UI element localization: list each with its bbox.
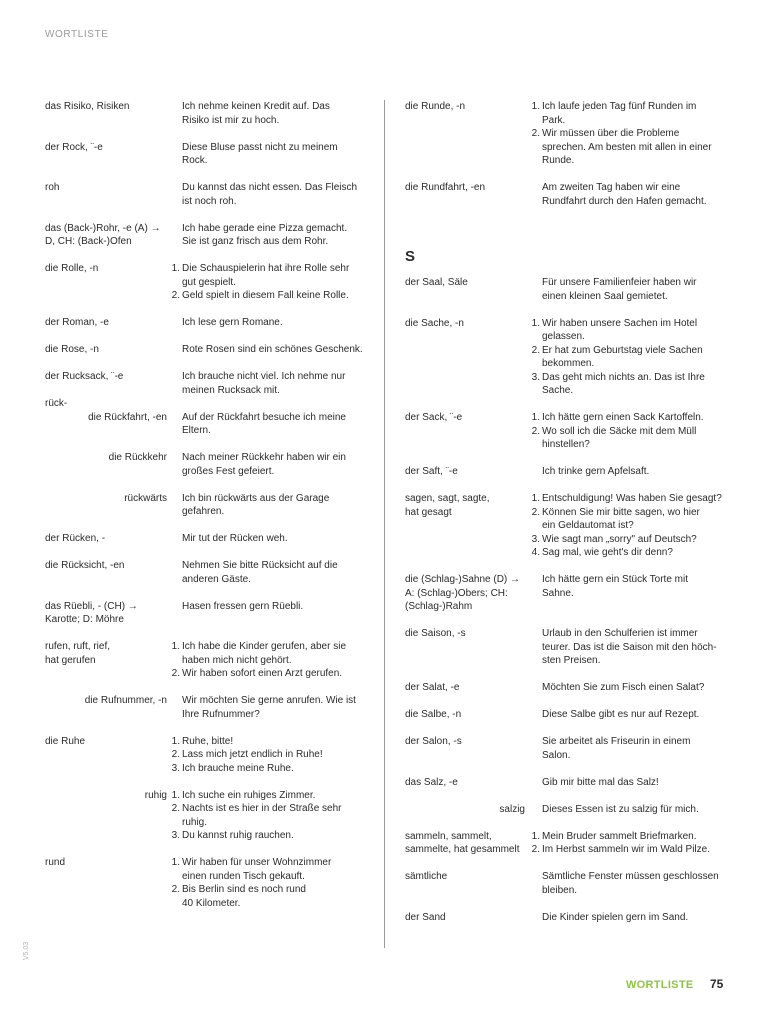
- word-entry: [405, 627, 735, 668]
- entry-term: sämtliche: [405, 871, 448, 882]
- example-text: Nach meiner Rückkehr haben wir ein großes Fest gefeiert.: [182, 452, 346, 477]
- example-number: 3.: [171, 830, 180, 841]
- example-line: [542, 870, 735, 897]
- example-line: [531, 317, 735, 344]
- example-line: [171, 262, 375, 289]
- example-line: [182, 141, 375, 168]
- example-text: Die Kinder spielen gern im Sand.: [542, 911, 689, 923]
- entry-term: das Rüebli, - (CH) → Karotte; D: Möhre: [45, 600, 138, 625]
- word-entry: [405, 735, 735, 762]
- entry-term: die Rundfahrt, -en: [405, 182, 486, 193]
- example-line: [182, 492, 375, 519]
- entry-term: die Rückkehr: [108, 452, 167, 463]
- word-entry: [45, 600, 375, 627]
- word-entry: [45, 532, 375, 546]
- example-text: Du kannst das nicht essen. Das Fleisch ist noch roh.: [182, 182, 358, 207]
- example-line: [182, 411, 375, 438]
- word-entry: [405, 911, 735, 925]
- example-text: Hasen fressen gern Rüebli.: [182, 600, 304, 612]
- word-entry: [405, 870, 735, 897]
- example-line: [542, 911, 735, 925]
- entry-term: der Salat, -e: [405, 682, 460, 693]
- word-entry: [45, 222, 375, 249]
- example-text: Du kannst ruhig rauchen.: [182, 830, 294, 841]
- example-text: Urlaub in den Schulferien ist immer teurer. Das ist die Saison mit den höch- sten Preisen.: [542, 628, 717, 666]
- example-text: Gib mir bitte mal das Salz!: [542, 776, 659, 788]
- example-text: Diese Bluse passt nicht zu meinem Rock.: [182, 141, 338, 166]
- entry-term: die Ruhe: [45, 735, 86, 747]
- entry-examples: [542, 803, 735, 817]
- example-line: [171, 789, 375, 803]
- example-number: 4.: [531, 547, 540, 558]
- example-text: Er hat zum Geburtstag viele Sachen bekommen.: [542, 344, 703, 369]
- example-line: [182, 370, 375, 397]
- example-line: [171, 883, 375, 910]
- example-text: Möchten Sie zum Fisch einen Salat?: [542, 682, 705, 693]
- entry-term: die Sache, -n: [405, 317, 464, 329]
- example-text: Für unsere Familienfeier haben wir einen kleinen Saal gemietet.: [542, 277, 697, 302]
- entry-term: das Risiko, Risiken: [45, 101, 130, 112]
- word-entry: [45, 100, 375, 127]
- entry-term: der Sack, ¨-e: [405, 412, 463, 423]
- word-entry: [405, 776, 735, 790]
- word-entry: [45, 411, 375, 438]
- word-entry: [45, 856, 375, 910]
- example-number: 2.: [171, 290, 180, 301]
- example-text: Wie sagt man „sorry" auf Deutsch?: [542, 533, 697, 545]
- example-number: 1.: [531, 317, 540, 329]
- entry-term: rück-: [45, 398, 68, 409]
- example-number: 3.: [531, 533, 540, 545]
- entry-examples: [542, 627, 735, 668]
- entry-examples: [542, 735, 735, 762]
- running-header: WORTLISTE: [45, 29, 109, 40]
- word-entry: [405, 573, 735, 614]
- entry-examples: [182, 316, 375, 330]
- entry-examples: [182, 141, 375, 168]
- example-number: 2.: [531, 344, 540, 356]
- entry-term: die Salbe, -n: [405, 709, 462, 720]
- word-entry: [45, 492, 375, 519]
- example-line: [171, 735, 375, 749]
- word-entry: [45, 262, 375, 303]
- example-line: [171, 748, 375, 762]
- example-number: 1.: [171, 641, 180, 652]
- entry-examples: [542, 708, 735, 722]
- example-line: [171, 667, 375, 681]
- example-line: [182, 181, 375, 208]
- example-line: [542, 465, 735, 479]
- example-line: [531, 843, 735, 857]
- example-line: [542, 776, 735, 790]
- example-number: 1.: [171, 263, 180, 274]
- example-number: 1.: [531, 493, 540, 504]
- example-text: Bis Berlin sind es noch rund 40 Kilometer.: [182, 884, 306, 909]
- entry-term: die (Schlag-)Sahne (D) → A: (Schlag-)Obers; CH: (Schlag-)Rahm: [405, 574, 521, 612]
- example-line: [171, 762, 375, 776]
- example-line: [531, 546, 735, 560]
- entry-examples: [542, 911, 735, 925]
- example-text: Am zweiten Tag haben wir eine Rundfahrt durch den Hafen gemacht.: [542, 182, 707, 207]
- entry-examples: [171, 789, 375, 843]
- entry-examples: [171, 262, 375, 303]
- example-text: Im Herbst sammeln wir im Wald Pilze.: [542, 844, 710, 855]
- example-line: [531, 411, 735, 425]
- entry-term: der Rock, ¨-e: [45, 141, 103, 153]
- example-number: 2.: [171, 803, 180, 814]
- example-text: Mir tut der Rücken weh.: [182, 533, 288, 544]
- example-line: [182, 559, 375, 586]
- entry-examples: [531, 100, 735, 168]
- example-number: 2.: [531, 425, 540, 437]
- example-text: Lass mich jetzt endlich in Ruhe!: [182, 749, 323, 760]
- example-line: [171, 856, 375, 883]
- word-entry: [405, 803, 735, 817]
- example-number: 1.: [171, 857, 180, 868]
- example-number: 2.: [531, 128, 540, 139]
- entry-examples: [531, 317, 735, 398]
- entry-term: die Rücksicht, -en: [45, 560, 125, 571]
- entry-term: die Rose, -n: [45, 344, 99, 355]
- word-entry: [405, 492, 735, 560]
- word-entry: [45, 316, 375, 330]
- example-text: Ich hätte gern einen Sack Kartoffeln.: [542, 412, 704, 423]
- word-entry: [45, 181, 375, 208]
- word-entry: [405, 317, 735, 398]
- entry-examples: [542, 276, 735, 303]
- example-text: Ich lese gern Romane.: [182, 317, 283, 328]
- example-text: Wir müssen über die Probleme sprechen. Am besten mit allen in einer Runde.: [542, 128, 712, 166]
- entry-examples: [171, 856, 375, 910]
- example-line: [542, 573, 735, 600]
- entry-term: der Sand: [405, 911, 446, 923]
- example-number: 1.: [171, 735, 180, 747]
- entry-examples: [182, 559, 375, 586]
- entry-term: der Rucksack, ¨-e: [45, 371, 124, 382]
- example-line: [531, 533, 735, 547]
- example-number: 2.: [171, 668, 180, 679]
- entry-term: der Saft, ¨-e: [405, 466, 458, 477]
- entry-term: die Rückfahrt, -en: [88, 411, 167, 423]
- example-line: [182, 343, 375, 357]
- word-entry: [45, 735, 375, 776]
- example-number: 2.: [531, 844, 540, 855]
- example-text: Ich brauche meine Ruhe.: [182, 762, 294, 774]
- entry-examples: [182, 397, 375, 411]
- example-number: 3.: [171, 762, 180, 774]
- section-letter: S: [405, 248, 416, 265]
- entry-examples: [542, 181, 735, 208]
- entry-term: die Rolle, -n: [45, 263, 99, 274]
- example-text: Geld spielt in diesem Fall keine Rolle.: [182, 290, 349, 301]
- word-entry: [45, 451, 375, 478]
- entry-examples: [542, 870, 735, 897]
- word-entry: [405, 276, 735, 303]
- example-line: [531, 425, 735, 452]
- word-entry: [405, 181, 735, 208]
- entry-examples: [171, 735, 375, 776]
- example-text: Sie arbeitet als Friseurin in einem Salon.: [542, 736, 691, 761]
- entry-examples: [542, 465, 735, 479]
- example-line: [531, 371, 735, 398]
- side-code: V5.03: [23, 941, 30, 960]
- example-line: [182, 532, 375, 546]
- example-line: [531, 506, 735, 533]
- entry-term: der Saal, Säle: [405, 277, 468, 288]
- entry-term: rückwärts: [124, 492, 167, 504]
- example-line: [542, 627, 735, 668]
- word-entry: [405, 708, 735, 722]
- entry-term: roh: [45, 182, 60, 193]
- example-text: Wir haben unsere Sachen im Hotel gelassen.: [542, 317, 698, 342]
- example-text: Nachts ist es hier in der Straße sehr ruhig.: [182, 803, 342, 828]
- entry-term: der Roman, -e: [45, 317, 109, 328]
- example-line: [171, 829, 375, 843]
- example-text: Die Schauspielerin hat ihre Rolle sehr gut gespielt.: [182, 263, 350, 288]
- entry-term: salzig: [499, 803, 525, 815]
- example-number: 2.: [171, 884, 180, 895]
- word-entry: [45, 141, 375, 168]
- example-number: 2.: [531, 506, 540, 518]
- example-text: Ich habe die Kinder gerufen, aber sie haben mich nicht gehört.: [182, 641, 346, 666]
- example-line: [542, 681, 735, 695]
- entry-term: sagen, sagt, sagte, hat gesagt: [405, 493, 490, 518]
- entry-examples: [182, 370, 375, 397]
- column-divider: [384, 100, 385, 948]
- word-entry: [45, 370, 375, 397]
- example-number: 1.: [171, 789, 180, 801]
- example-text: Rote Rosen sind ein schönes Geschenk.: [182, 344, 363, 355]
- example-number: 1.: [531, 830, 540, 842]
- entry-examples: [171, 640, 375, 681]
- example-line: [542, 735, 735, 762]
- word-entry: [45, 343, 375, 357]
- entry-examples: [531, 492, 735, 560]
- example-text: Ruhe, bitte!: [182, 735, 234, 747]
- entry-examples: [182, 600, 375, 627]
- example-line: [171, 289, 375, 303]
- entry-examples: [542, 776, 735, 790]
- word-entry: [45, 640, 375, 681]
- entry-examples: [182, 343, 375, 357]
- example-text: Ich brauche nicht viel. Ich nehme nur meinen Rucksack mit.: [182, 371, 346, 396]
- entry-term: die Runde, -n: [405, 101, 466, 112]
- example-text: Ich trinke gern Apfelsaft.: [542, 466, 650, 477]
- example-line: [182, 222, 375, 249]
- example-text: Sag mal, wie geht's dir denn?: [542, 547, 673, 558]
- entry-examples: [542, 573, 735, 614]
- example-text: Ich bin rückwärts aus der Garage gefahren.: [182, 492, 330, 517]
- example-line: [542, 181, 735, 208]
- example-text: Entschuldigung! Was haben Sie gesagt?: [542, 493, 722, 504]
- entry-term: die Saison, -s: [405, 628, 466, 639]
- entry-term: das Salz, -e: [405, 776, 458, 788]
- word-entry: [405, 411, 735, 452]
- example-line: [182, 451, 375, 478]
- word-entry: [45, 397, 375, 411]
- example-text: Das geht mich nichts an. Das ist Ihre Sache.: [542, 371, 705, 396]
- example-text: Nehmen Sie bitte Rücksicht auf die anderen Gäste.: [182, 560, 338, 585]
- entry-term: die Rufnummer, -n: [84, 695, 167, 706]
- example-line: [182, 100, 375, 127]
- example-text: Auf der Rückfahrt besuche ich meine Eltern.: [182, 411, 346, 436]
- example-line: [171, 802, 375, 829]
- entry-examples: [182, 492, 375, 519]
- example-line: [531, 100, 735, 127]
- entry-term: ruhig: [144, 789, 167, 801]
- example-text: Ich suche ein ruhiges Zimmer.: [182, 789, 316, 801]
- entry-examples: [531, 411, 735, 452]
- example-text: Sämtliche Fenster müssen geschlossen bleiben.: [542, 871, 719, 896]
- example-line: [531, 492, 735, 506]
- example-text: Können Sie mir bitte sagen, wo hier ein Geldautomat ist?: [542, 506, 700, 531]
- example-number: 1.: [531, 101, 540, 112]
- word-entry: [405, 830, 735, 857]
- example-line: [542, 708, 735, 722]
- entry-examples: [182, 100, 375, 127]
- entry-examples: [182, 222, 375, 249]
- example-line: [182, 600, 375, 614]
- example-text: Diese Salbe gibt es nur auf Rezept.: [542, 709, 700, 720]
- entry-examples: [182, 694, 375, 721]
- entry-term: rund: [45, 857, 66, 868]
- entry-examples: [182, 532, 375, 546]
- example-line: [542, 803, 735, 817]
- entry-examples: [542, 681, 735, 695]
- example-line: [542, 276, 735, 303]
- example-text: Ich laufe jeden Tag fünf Runden im Park.: [542, 101, 697, 126]
- word-entry: [45, 559, 375, 586]
- example-line: [171, 640, 375, 667]
- right-entries-top: [405, 100, 735, 208]
- example-line: [531, 830, 735, 844]
- example-line: [182, 694, 375, 721]
- entry-term: der Salon, -s: [405, 736, 462, 747]
- entry-examples: [182, 451, 375, 478]
- example-line: [531, 127, 735, 168]
- example-text: Wir haben für unser Wohnzimmer einen runden Tisch gekauft.: [182, 857, 332, 882]
- example-line: [182, 316, 375, 330]
- entry-examples: [182, 181, 375, 208]
- page-number: 75: [710, 977, 724, 991]
- example-text: Mein Bruder sammelt Briefmarken.: [542, 830, 697, 842]
- left-column: [45, 100, 375, 924]
- example-text: Ich hätte gern ein Stück Torte mit Sahne.: [542, 574, 689, 599]
- example-text: Wir möchten Sie gerne anrufen. Wie ist Ihre Rufnummer?: [182, 695, 356, 720]
- word-entry: [405, 100, 735, 168]
- example-line: [531, 344, 735, 371]
- entry-examples: [531, 830, 735, 857]
- entry-term: sammeln, sammelt, sammelte, hat gesammelt: [405, 830, 520, 855]
- example-text: Ich nehme keinen Kredit auf. Das Risiko ist mir zu hoch.: [182, 101, 330, 126]
- right-column: [405, 100, 735, 938]
- word-entry: [45, 789, 375, 843]
- word-entry: [405, 681, 735, 695]
- example-text: Ich habe gerade eine Pizza gemacht. Sie ist ganz frisch aus dem Rohr.: [182, 222, 348, 247]
- entry-examples: [182, 411, 375, 438]
- word-entry: [405, 465, 735, 479]
- entry-term: der Rücken, -: [45, 533, 106, 544]
- footer-label: WORTLISTE: [626, 979, 694, 991]
- entry-term: das (Back-)Rohr, -e (A) → D, CH: (Back-)Ofen: [45, 222, 161, 247]
- word-entry: [45, 694, 375, 721]
- example-number: 2.: [171, 749, 180, 760]
- example-number: 1.: [531, 412, 540, 423]
- example-number: 3.: [531, 371, 540, 383]
- example-text: Wir haben sofort einen Arzt gerufen.: [182, 668, 343, 679]
- entry-term: rufen, ruft, rief, hat gerufen: [45, 641, 111, 666]
- example-text: Dieses Essen ist zu salzig für mich.: [542, 803, 699, 815]
- right-entries: [405, 276, 735, 924]
- example-text: Wo soll ich die Säcke mit dem Müll hinstellen?: [542, 425, 697, 450]
